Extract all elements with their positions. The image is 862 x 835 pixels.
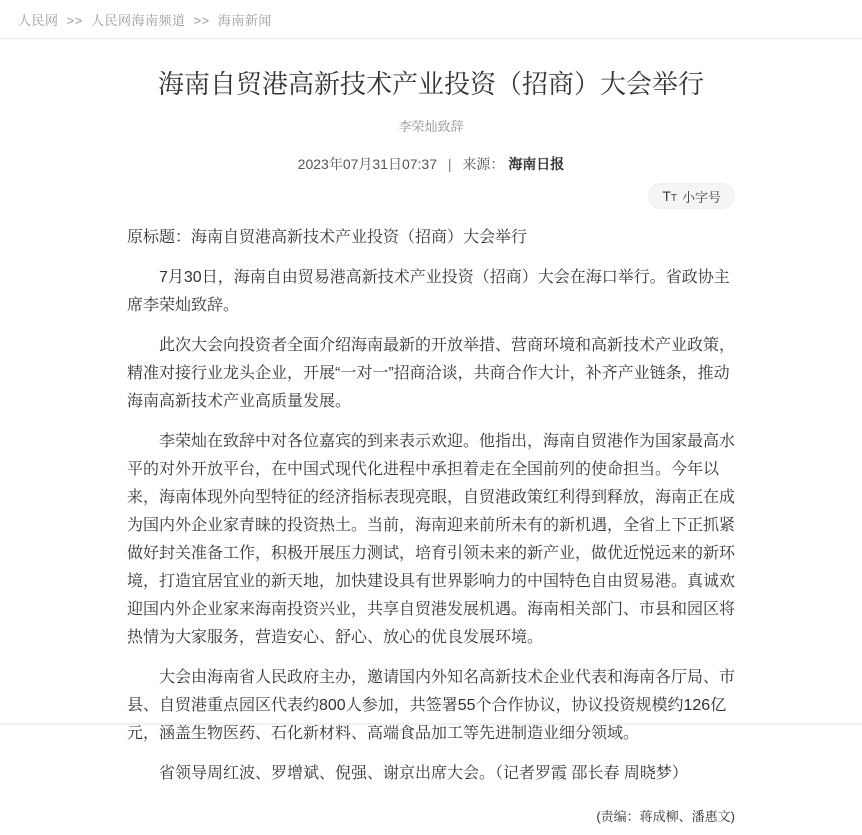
article-paragraph: 省领导周红波、罗增斌、倪强、谢京出席大会。（记者罗霞 邵长春 周晓梦） <box>159 765 688 783</box>
editor-note: (责编：蒋成柳、潘惠文) <box>596 809 735 825</box>
font-size-button[interactable] <box>648 183 735 209</box>
original-title-line: 原标题：海南自贸港高新技术产业投资（招商）大会举行 <box>127 229 528 247</box>
source-label: 来源： <box>462 156 505 173</box>
breadcrumb-link-peoples-daily[interactable]: 人民网 <box>18 13 59 28</box>
article-subtitle: 李荣灿致辞 <box>398 119 464 135</box>
breadcrumb <box>0 0 862 39</box>
page-title: 海南自贸港高新技术产业投资（招商）大会举行 <box>157 69 704 99</box>
breadcrumb-link-hainan-channel[interactable]: 人民网海南频道 <box>90 13 186 28</box>
breadcrumb-link-hainan-news[interactable]: 海南新闻 <box>217 13 272 28</box>
meta-divider: | <box>447 156 452 173</box>
article-paragraph: 此次大会向投资者全面介绍海南最新的开放举措、营商环境和高新技术产业政策，精准对接行业龙头企业，开展“一对一”招商洽谈，共商合作大计，补齐产业链条，推动海南高新技术产业高质量发展。 <box>127 337 736 411</box>
breadcrumb-separator: >> <box>66 13 83 28</box>
article-meta <box>127 154 735 174</box>
article-paragraph: 李荣灿在致辞中对各位嘉宾的到来表示欢迎。他指出，海南自贸港作为国家最高水平的对外开放平台，在中国式现代化进程中承担着走在全国前列的使命担当。今年以来，海南体现外向型特征的经济指标表现亮眼，自贸港政策红利得到释放，海南正在成为国内外企业家青睐的投资热土。当前，海南迎来前所未有的新机遇，全省上下正抓紧做好封关准备工作，积极开展压力测试，培育引领未来的新产业，做优近悦远来的新环境，打造宜居宜业的新天地，加快建设具有世界影响力的中国特色自由贸易港。真诚欢迎国内外企业家来海南投资兴业，共享自贸港发展机遇。海南相关部门、市县和园区将热情为大家服务，营造安心、舒心、放心的优良发展环境。 <box>127 433 736 647</box>
publish-datetime: 2023年07月31日07:37 <box>297 156 437 173</box>
article-body <box>127 224 735 788</box>
article-paragraph: 7月30日，海南自由贸易港高新技术产业投资（招商）大会在海口举行。省政协主席李荣灿致辞。 <box>127 269 730 315</box>
article-toolbar <box>127 183 735 209</box>
breadcrumb-separator: >> <box>193 13 210 28</box>
font-size-button-label: 小字号 <box>681 189 721 205</box>
source-name: 海南日报 <box>508 156 565 173</box>
article-paragraph: 大会由海南省人民政府主办，邀请国内外知名高新技术企业代表和海南各厅局、市县、自贸港重点园区代表约800人参加，共签署55个合作协议，协议投资规模约126亿元，涵盖生物医药、石化新材料、高端食品加工等先进制造业细分领域。 <box>127 669 736 743</box>
article-container <box>127 39 735 835</box>
font-size-icon: T T <box>662 187 677 204</box>
